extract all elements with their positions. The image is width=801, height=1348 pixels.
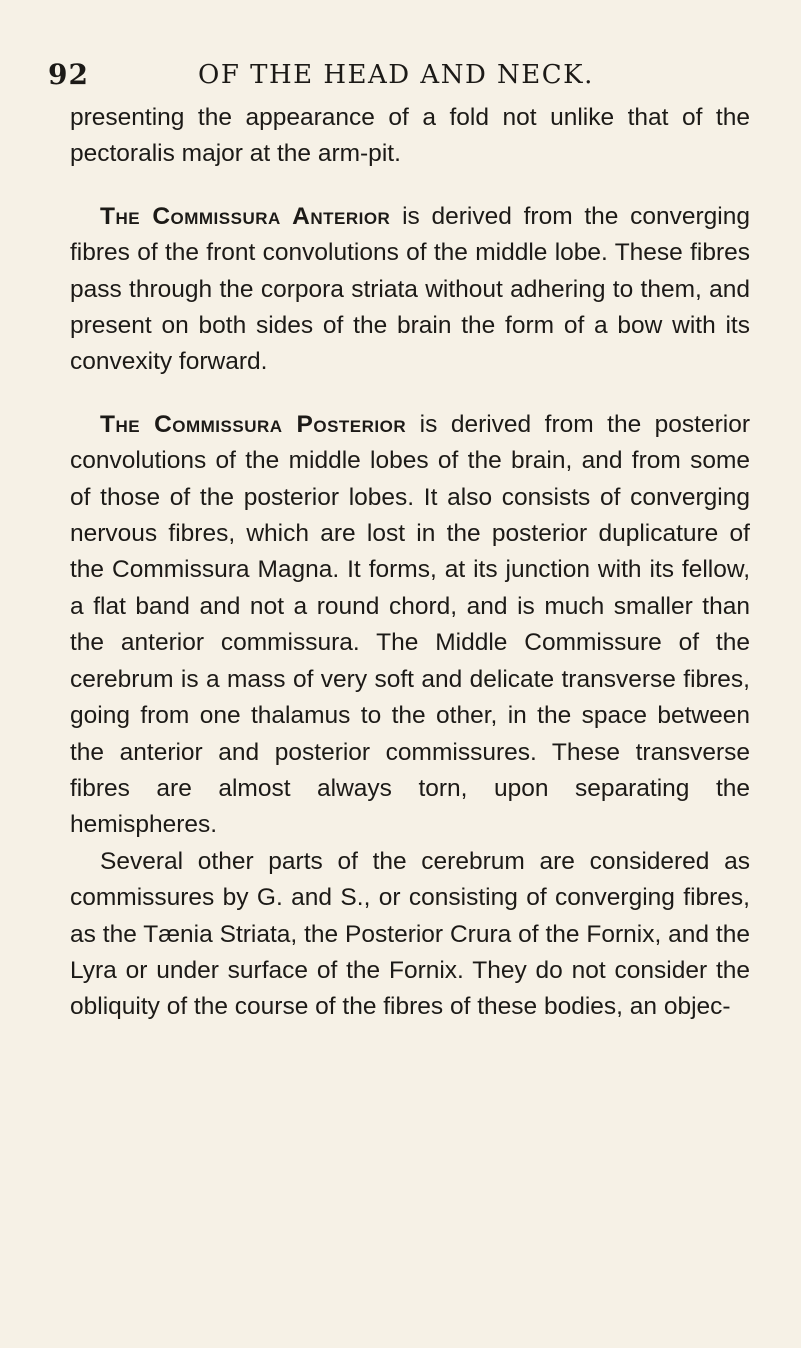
paragraph-commissura-anterior-text: is derived from the converging fibres of the front convolutions of the middle lobe. These fibres pass through the corpora striata without adhering to them, and present on both sides of the brain the form of a bow with its convexity forward. bbox=[70, 202, 751, 376]
body-text bbox=[70, 100, 750, 1026]
running-title: OF THE HEAD AND NECK. bbox=[198, 60, 594, 90]
term-commissura-anterior: The Commissura Anterior bbox=[100, 202, 391, 230]
paragraph-other-commissures: Several other parts of the cerebrum are considered as commissures by G. and S., or consisting of converging fibres, as the Tænia Striata, the Posterior Crura of the Fornix, and the Lyra or under surface of the Fornix. They do not consider the obliquity of the course of the fibres of these bodies, an objec- bbox=[70, 847, 750, 1021]
page-header bbox=[48, 58, 748, 94]
paragraph-commissura-anterior bbox=[70, 199, 750, 381]
paragraph-commissura-posterior bbox=[70, 407, 750, 844]
page-number: 92 bbox=[48, 58, 89, 91]
term-commissura-posterior: The Commissura Posterior bbox=[100, 410, 407, 438]
paragraph-continuation: presenting the appearance of a fold not unlike that of the pectoralis major at the arm-pit. bbox=[70, 104, 750, 168]
paragraph-commissura-posterior-text: is derived from the posterior convolutions of the middle lobes of the brain, and from some of those of the posterior lobes. It also consists of converging nervous fibres, which are lost in the posterior duplicature of the Commissura Magna. It forms, at its junction with its fellow, a flat band and not a round chord, and is much smaller than the anterior commissura. The Middle Commissure of the cerebrum is a mass of very soft and delicate transverse fibres, going from one thalamus to the other, in the space between the anterior and posterior commissures. These transverse fibres are almost always torn, upon separating the hemispheres. bbox=[70, 410, 750, 839]
